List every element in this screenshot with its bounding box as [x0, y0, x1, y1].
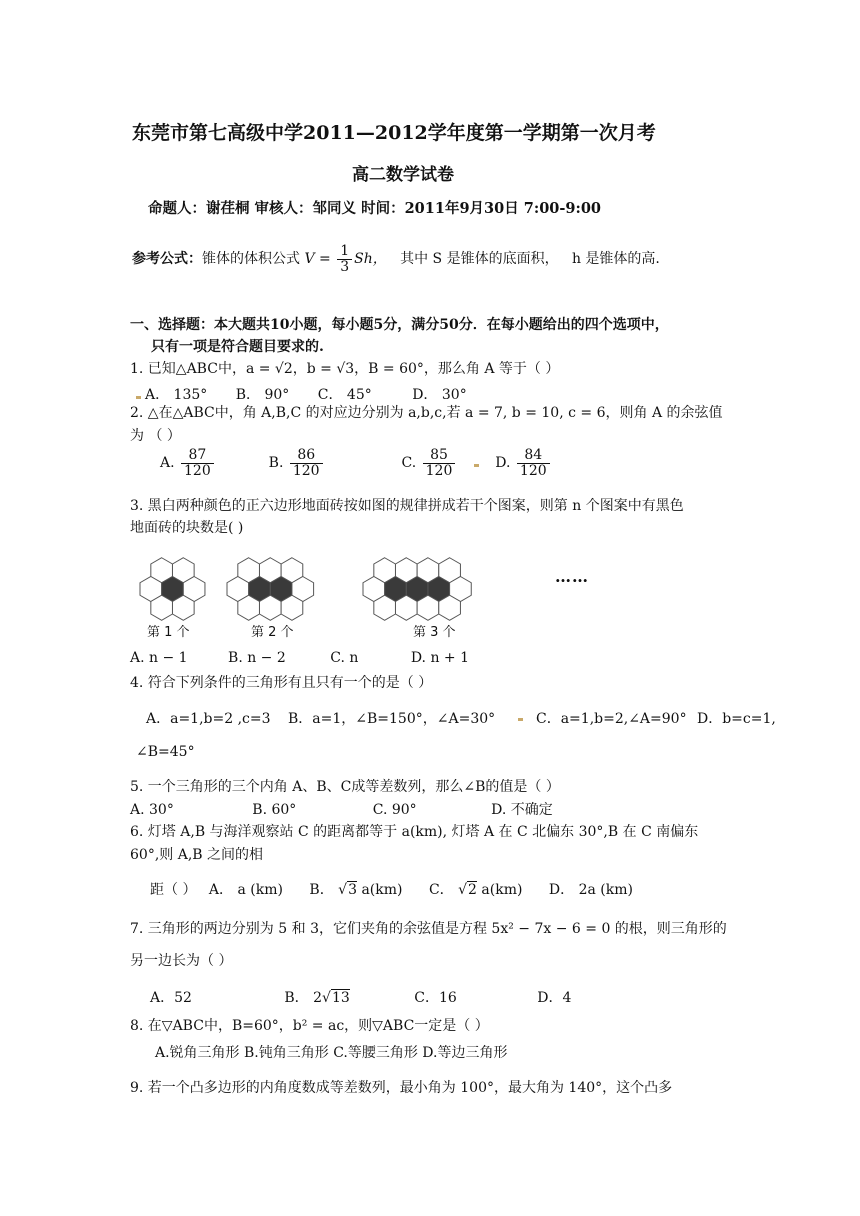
formula-fraction: $\frac{1}{3}$ [337, 244, 352, 274]
q1-option-c: C． 45° [317, 387, 372, 403]
question-8-stem: 8. 在▽ABC中，B=60°，b² = ac，则▽ABC一定是（ ） [130, 1018, 489, 1034]
q2-fraction-a: $\frac{87}{120}$ [181, 448, 214, 478]
question-8-options: A.锐角三角形 B.钝角三角形 C.等腰三角形 D.等边三角形 [155, 1045, 508, 1061]
q6-option-d: D． 2a (km) [548, 882, 633, 898]
figure-caption-3: 第 3 个 [413, 625, 456, 640]
q5-option-c: C. 90° [372, 802, 417, 818]
q7-option-c: C．16 [414, 990, 457, 1006]
q6-option-b: B． √3 a(km) [309, 882, 403, 898]
figure-caption-1: 第 1 个 [147, 625, 190, 640]
question-5-stem: 5. 一个三角形的三个内角 A、B、C成等差数列，那么∠B的值是（ ） [130, 779, 560, 795]
exam-meta: 命题人：谢荏桐 审核人：邹同义 时间：2011年9月30日 7:00-9:00 [148, 200, 602, 217]
formula-note: 其中 S 是锥体的底面积， [400, 251, 559, 268]
question-9-stem: 9. 若一个凸多边形的内角度数成等差数列，最小角为 100°，最大角为 140°，这个凸多 [130, 1080, 673, 1096]
question-2-options [160, 448, 552, 478]
q2-option-b: B. [268, 455, 284, 472]
figure-ellipsis: …… [555, 567, 589, 586]
q4-option-b: B．a=1，∠B=150°，∠A=30° [288, 711, 496, 727]
q3-option-c: C. n [330, 650, 359, 666]
q4-option-d: D．b=c=1, [697, 711, 776, 727]
question-2-stem-cont: 为 （ ） [130, 428, 181, 444]
q4-option-d-cont: ∠B=45° [136, 744, 195, 760]
mark-dot [518, 718, 523, 721]
question-4-stem: 4. 符合下列条件的三角形有且只有一个的是（ ） [130, 675, 433, 691]
question-5-options [130, 799, 553, 819]
formula-label: 参考公式： [132, 251, 202, 268]
hexagon-pattern-figure [135, 545, 605, 640]
q2-option-c: C. [401, 455, 417, 472]
formula-text: 锥体的体积公式 [202, 251, 300, 268]
q6-lead: 距（ ） [150, 882, 197, 898]
question-7-stem: 7. 三角形的两边分别为 5 和 3，它们夹角的余弦值是方程 5x² − 7x − 6 = 0 的根，则三角形的 [130, 921, 727, 937]
q7-option-b: B． 2√13 [284, 990, 350, 1006]
question-7-stem-cont: 另一边长为（ ） [130, 953, 233, 969]
question-7-options [150, 987, 571, 1007]
q3-option-d: D. n + 1 [410, 650, 470, 666]
question-3-stem-cont: 地面砖的块数是( ) [130, 520, 244, 536]
reference-formula [132, 244, 660, 274]
page-title: 东莞市第七高级中学2011—2012学年度第一学期第一次月考 [132, 122, 656, 144]
q2-fraction-b: $\frac{86}{120}$ [290, 448, 323, 478]
q2-fraction-c: $\frac{85}{120}$ [423, 448, 456, 478]
q6-option-c: C． √2 a(km) [428, 882, 523, 898]
formula-sh: Sh， [354, 251, 387, 268]
q4-option-c: C．a=1,b=2,∠A=90° [536, 711, 687, 727]
q5-option-d: D. 不确定 [491, 802, 553, 818]
q7-option-a: A．52 [150, 990, 192, 1006]
question-6-options [150, 879, 633, 899]
page-subtitle: 高二数学试卷 [352, 165, 454, 185]
q1-option-d: D． 30° [412, 387, 467, 403]
q6-option-a: A． a (km) [208, 882, 283, 898]
formula-v: V = [304, 251, 331, 268]
question-6-stem-cont: 60°,则 A,B 之间的相 [130, 847, 264, 863]
question-6-stem: 6. 灯塔 A,B 与海洋观察站 C 的距离都等于 a(km), 灯塔 A 在 C 北偏东 30°,B 在 C 南偏东 [130, 824, 699, 840]
q2-option-a: A. [160, 455, 175, 472]
q5-option-b: B. 60° [252, 802, 297, 818]
q3-option-a: A. n − 1 [130, 650, 188, 666]
q2-fraction-d: $\frac{84}{120}$ [517, 448, 550, 478]
q2-option-d: D. [495, 455, 511, 472]
question-3-stem: 3. 黑白两种颜色的正六边形地面砖按如图的规律拼成若干个图案，则第 n 个图案中有黑色 [130, 498, 684, 514]
q4-option-a: A．a=1,b=2 ,c=3 [146, 711, 271, 727]
formula-note2: h 是锥体的高. [571, 251, 660, 268]
section-heading-cont: 只有一项是符合题目要求的. [151, 339, 324, 355]
q3-option-b: B. n − 2 [228, 650, 286, 666]
q5-option-a: A. 30° [130, 802, 174, 818]
q1-option-a: A． 135° [145, 387, 208, 403]
question-1-stem: 1. 已知△ABC中，a = √2，b = √3，B = 60°，那么角 A 等于（ ） [130, 361, 560, 377]
question-2-stem: 2. △在△ABC中，角 A,B,C 的对应边分别为 a,b,c,若 a = 7, b = 10, c = 6，则角 A 的余弦值 [130, 405, 723, 421]
question-1-options [132, 384, 467, 404]
section-heading: 一、选择题：本大题共10小题，每小题5分，满分50分．在每小题给出的四个选项中， [130, 317, 669, 333]
figure-caption-2: 第 2 个 [251, 625, 294, 640]
q1-option-b: B． 90° [235, 387, 290, 403]
question-3-options [130, 650, 469, 666]
q7-option-d: D．4 [537, 990, 572, 1006]
